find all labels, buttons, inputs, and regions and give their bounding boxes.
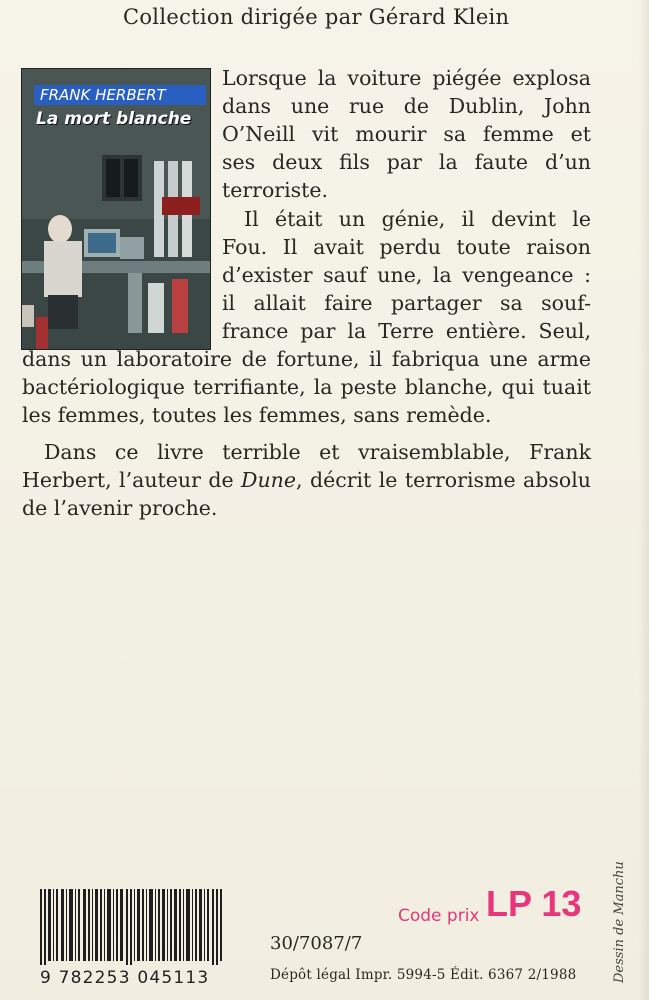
paragraph-line: de l’avenir proche. [22,496,218,520]
paragraph-line: d’exister sauf une, la vengeance : [222,263,591,287]
summary-paragraph-2b [22,345,591,429]
summary-paragraph-2a [222,205,591,345]
summary-paragraph-1 [222,64,591,204]
paragraph-line: ses deux fils par la faute d’un [222,150,591,174]
illustrator-credit: Dessin de Manchu [612,861,627,983]
paragraph-line: dans une rue de Dublin, John [222,94,591,118]
paragraph-line: il allait faire partager sa souf- [222,291,591,315]
catalogue-reference: 30/7087/7 [270,933,363,954]
price-code-label: Code prix [398,906,480,926]
price-code-value: LP 13 [486,883,582,924]
collection-heading: Collection dirigée par Gérard Klein [123,5,510,29]
paragraph-line: Lorsque la voiture piégée explosa [222,66,591,90]
text-run: Herbert, l’auteur de [22,468,242,492]
paragraph-line: Il était un génie, il devint le [244,207,591,231]
paragraph-line: dans un laboratoire de fortune, il fabriqua une arme [22,347,591,371]
paragraph-line: bactériologique terrifiante, la peste blanche, qui tuait [22,375,591,399]
cover-author-banner: FRANK HERBERT [34,85,206,105]
barcode-graphic [40,889,225,965]
paragraph-line [22,466,591,494]
cover-title: La mort blanche [36,109,192,129]
text-run: , décrit le terrorisme absolu [296,468,591,492]
barcode-digits: 9 782253 045113 [40,968,210,988]
summary-paragraph-3 [22,438,591,522]
page-edge-shadow [639,0,649,1000]
paragraph-line: les femmes, toutes les femmes, sans remède. [22,403,492,427]
cover-thumbnail [21,68,211,350]
paragraph-line: O’Neill vit mourir sa femme et [222,122,591,146]
legal-deposit-line: Dépôt légal Impr. 5994-5 Édit. 6367 2/1988 [270,967,577,983]
paragraph-line: Dans ce livre terrible et vraisemblable, Frank [44,440,591,464]
paragraph-line: Fou. Il avait perdu toute raison [222,235,591,259]
paragraph-line: terroriste. [222,178,329,202]
paragraph-line: france par la Terre entière. Seul, [222,319,591,343]
book-title-dune: Dune [241,468,297,492]
